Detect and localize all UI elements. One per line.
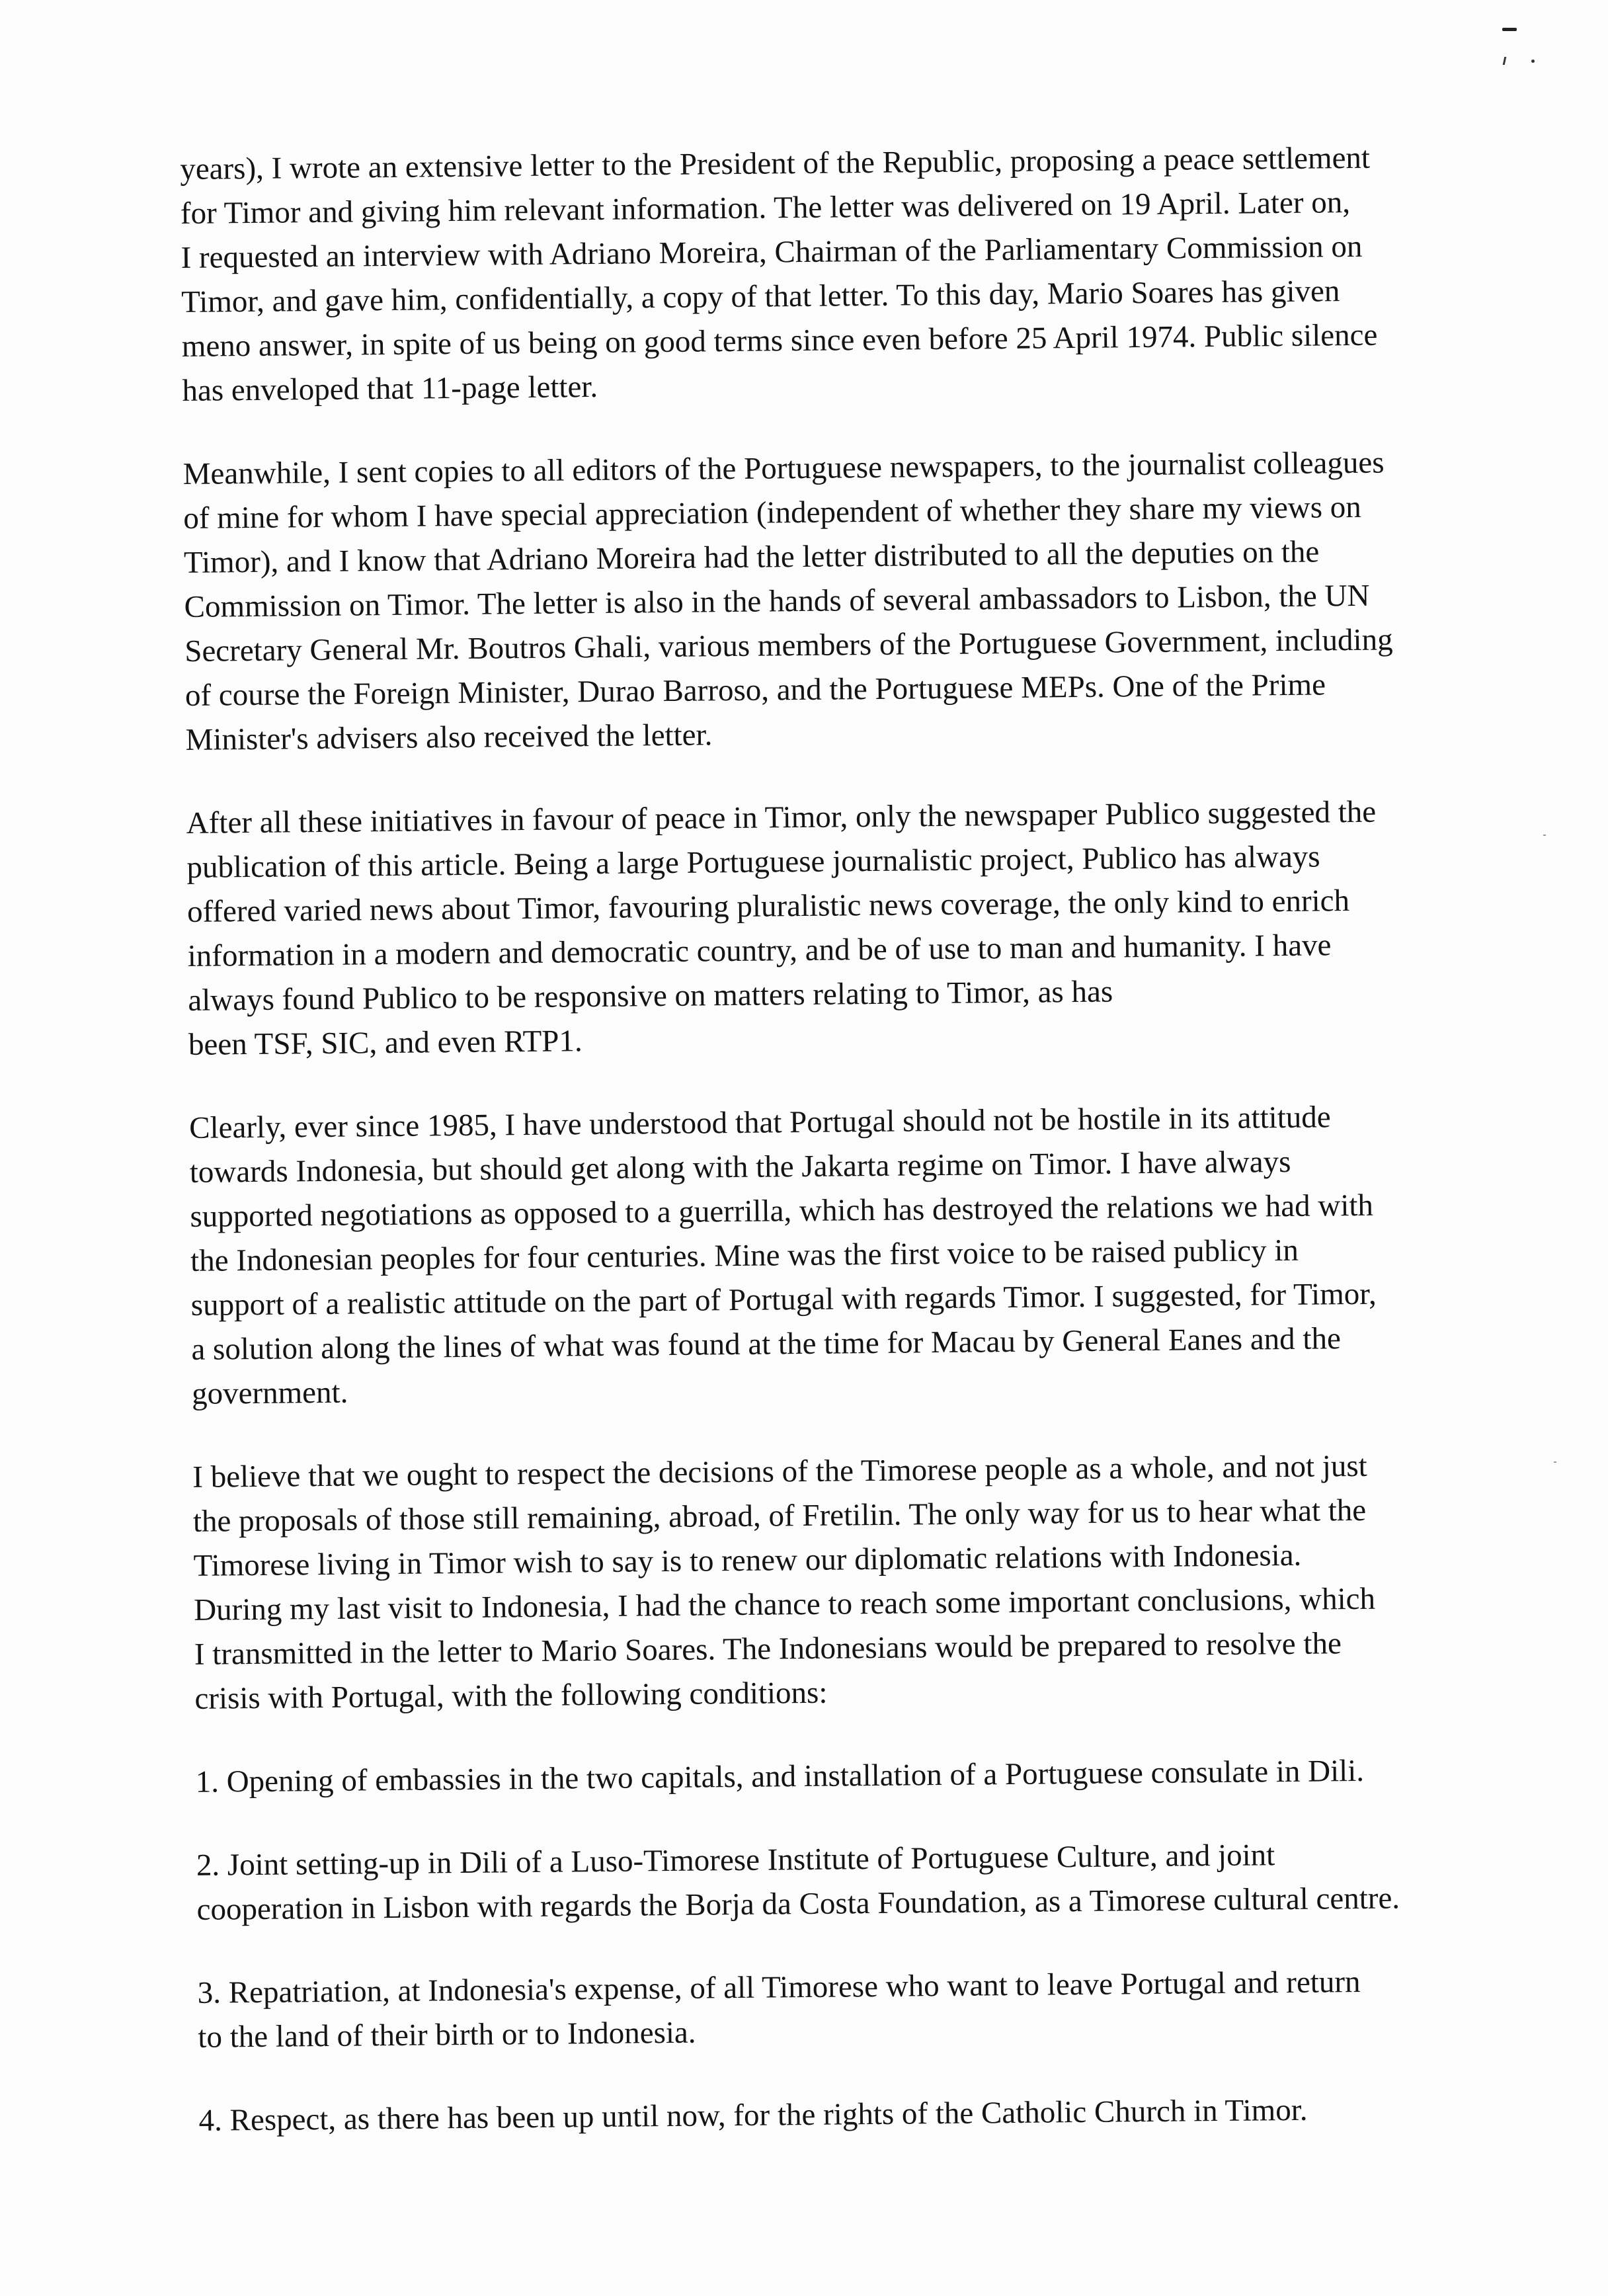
text-line: the Indonesian peoples for four centuries. Mine was the first voice to be raised publicy in — [190, 1233, 1299, 1278]
text-line: crisis with Portugal, with the following conditions: — [194, 1675, 828, 1716]
scan-mark-tick — [1503, 57, 1507, 65]
condition-item — [198, 2088, 1515, 2141]
text-line: 3. Repatriation, at Indonesia's expense, of all Timorese who want to leave Portugal and return — [197, 1964, 1361, 2010]
text-line: 4. Respect, as there has been up until now, for the rights of the Catholic Church in Timor. — [198, 2092, 1308, 2138]
text-line: Commission on Timor. The letter is also in the hands of several ambassadors to Lisbon, the UN — [184, 578, 1370, 624]
text-line: After all these initiatives in favour of peace in Timor, only the newspaper Publico suggested the — [186, 794, 1377, 840]
text-line: of mine for whom I have special appreciation (independent of whether they share my views on — [183, 489, 1362, 536]
text-line: government. — [191, 1375, 348, 1411]
text-line: I believe that we ought to respect the decisions of the Timorese people as a whole, and not just — [192, 1448, 1367, 1495]
text-line: cooperation in Lisbon with regards the Borja da Costa Foundation, as a Timorese cultural centre. — [196, 1881, 1400, 1927]
text-line: Timorese living in Timor wish to say is to renew our diplomatic relations with Indonesia. — [193, 1538, 1302, 1583]
text-line: I requested an interview with Adriano Moreira, Chairman of the Parliamentary Commission on — [181, 229, 1363, 275]
condition-item — [196, 1832, 1513, 1930]
paragraph — [186, 790, 1504, 1065]
scan-mark-dot — [1531, 60, 1535, 63]
text-line: 2. Joint setting-up in Dili of a Luso-Timorese Institute of Portuguese Culture, and joint — [196, 1838, 1275, 1883]
text-line: offered varied news about Timor, favouring pluralistic news coverage, the only kind to enrich — [186, 883, 1350, 929]
text-line: for Timor and giving him relevant information. The letter was delivered on 19 April. Later on, — [180, 185, 1351, 231]
text-line: the proposals of those still remaining, abroad, of Fretilin. The only way for us to hear what the — [192, 1493, 1367, 1539]
text-line: Timor, and gave him, confidentially, a copy of that letter. To this day, Mario Soares has given — [181, 274, 1340, 319]
text-line: publication of this article. Being a large Portuguese journalistic project, Publico has always — [186, 839, 1320, 885]
paragraph — [182, 441, 1501, 760]
text-line: support of a realistic attitude on the part of Portugal with regards Timor. I suggested, for Timor, — [190, 1276, 1377, 1323]
scan-mark-dash — [1502, 28, 1517, 31]
letter-body — [180, 136, 1515, 2184]
condition-item — [195, 1749, 1511, 1803]
text-line: During my last visit to Indonesia, I had the chance to reach some important conclusions, which — [193, 1581, 1376, 1627]
text-line: meno answer, in spite of us being on good terms since even before 25 April 1974. Public silence — [181, 317, 1378, 364]
text-line: information in a modern and democratic country, and be of use to man and humanity. I have — [187, 928, 1332, 973]
text-line: Clearly, ever since 1985, I have understood that Portugal should not be hostile in its attitude — [188, 1100, 1331, 1145]
text-line: years), I wrote an extensive letter to the President of the Republic, proposing a peace settlement — [180, 140, 1371, 186]
corner-scan-marks — [1496, 20, 1548, 66]
text-line: Meanwhile, I sent copies to all editors of the Portuguese newspapers, to the journalist colleagues — [182, 445, 1385, 491]
scan-speck — [1554, 1461, 1556, 1463]
text-line: I transmitted in the letter to Mario Soares. The Indonesians would be prepared to resolve the — [194, 1626, 1342, 1672]
text-line: always found Publico to be responsive on matters relating to Timor, as has — [188, 974, 1113, 1018]
scan-speck — [1543, 835, 1546, 836]
text-line: Minister's advisers also received the letter. — [185, 718, 713, 757]
paragraph — [192, 1444, 1511, 1719]
condition-item — [197, 1960, 1513, 2058]
text-line: Secretary General Mr. Boutros Ghali, various members of the Portuguese Government, including — [184, 622, 1393, 669]
text-line: a solution along the lines of what was found at the time for Macau by General Eanes and the — [191, 1321, 1342, 1367]
text-line: been TSF, SIC, and even RTP1. — [188, 1024, 583, 1062]
paragraph — [189, 1095, 1508, 1414]
text-line: to the land of their birth or to Indonesia. — [198, 2015, 696, 2055]
text-line: Timor), and I know that Adriano Moreira had the letter distributed to all the deputies on the — [183, 534, 1320, 580]
text-line: of course the Foreign Minister, Durao Barroso, and the Portuguese MEPs. One of the Prime — [184, 667, 1326, 713]
text-line: has enveloped that 11-page letter. — [182, 369, 598, 408]
paragraph — [180, 136, 1498, 411]
text-line: 1. Opening of embassies in the two capitals, and installation of a Portuguese consulate in Dili. — [195, 1753, 1365, 1799]
text-line: supported negotiations as opposed to a guerrilla, which has destroyed the relations we had with — [190, 1188, 1374, 1234]
text-line: towards Indonesia, but should get along with the Jakarta regime on Timor. I have always — [189, 1144, 1291, 1190]
